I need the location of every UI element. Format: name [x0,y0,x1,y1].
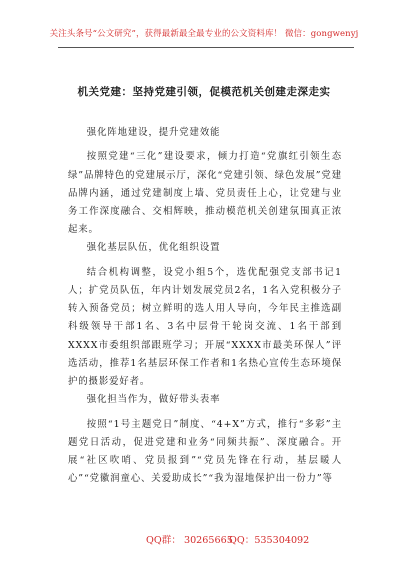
header-note: 关注头条号“公文研究”，获得最新最全最专业的公文资料库！ 微信：gongwenyj [49,29,359,39]
section-paragraph: 按照党建“三化”建设要求，倾力打造“党旗红引领生态绿”品牌特色的党建展示厅，深化“党建引领、绿色发展”党建品牌内涵，通过党建制度上墙、党员责任上心，让党建与业务工作深度融合、交相辉映，推动模范机关创建氛围真正浓起来。 [68,151,342,236]
section-heading: 强化基层队伍，优化组织设置 [86,242,221,254]
document-body [68,124,342,488]
section-paragraph: 按照“1号主题党日”制度、“4+X”方式，推行“多彩”主题党日活动，促进党建和业务“同频共振”、深度融合。开展“社区吹哨、党员报到”“党员先锋在行动，基层暖人心”“党徽润童心、关爱助成长”“我为湿地保护出一份力”等 [68,418,342,485]
section-heading: 强化担当作为，做好带头表率 [86,394,221,406]
footer-qq-number: QQ：535304092 [229,535,310,546]
header-divider [58,47,354,48]
section-heading: 强化阵地建设，提升党建效能 [86,127,221,138]
footer-qq-group: QQ群： 30265665 [146,535,233,546]
section-paragraph: 结合机构调整，设党小组5个，选优配强党支部书记1人；扩党员队伍，年内计划发展党员2名，1名入党积极分子转入预备党员；树立鲜明的选人用人导向，今年民主推选副科级领导干部1名、3名中层骨干轮岗交流、1名干部到XXXX市委组织部跟班学习；开展“XXXX市最美环保人”评选活动，推荐1名基层环保工作者和1名热心宣传生态环境保护的摄影爱好者。 [68,266,342,388]
document-title: 机关党建：坚持党建引领，促模范机关创建走深走实 [77,86,331,98]
